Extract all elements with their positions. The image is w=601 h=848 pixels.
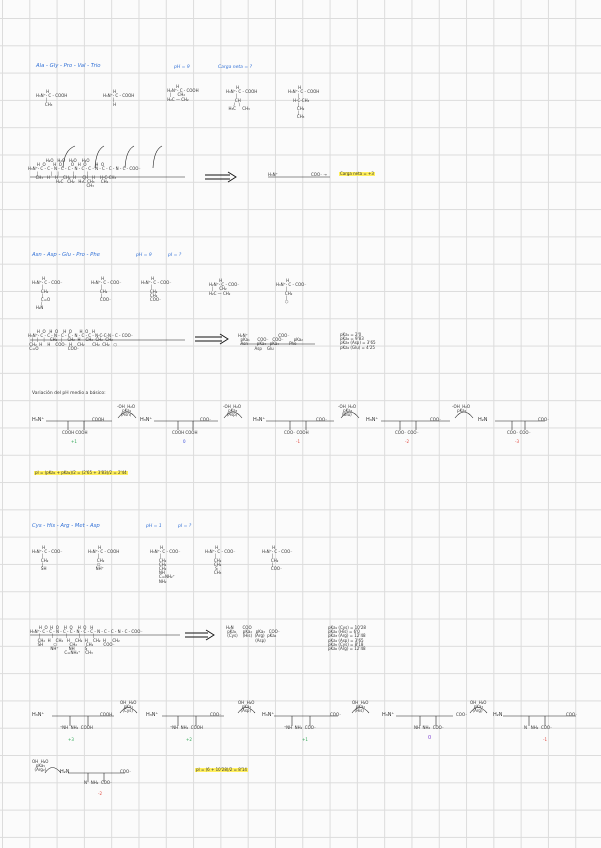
titr3-side6: N NH₂ COO⁻ [84, 780, 113, 785]
structure-asp: H H₃N⁺- C - COO⁻ | CH₂ | COO⁻ [91, 276, 122, 302]
pka-list-2: pKa₁ = 2'0 pKa₂ = 9'83 pKa₃ (Asp) = 3'65 pKa₄ (Glu) = 4'25 [340, 332, 376, 350]
titr2-nterm4: H₃N⁺ [366, 417, 379, 423]
pka-list-3: pKa₁ (Cys) = 10'28 pKa₂ (His) = 6'0 pKa₃ (Arg) = 12'48 pKa₄ (Asp) = 3'65 pKa₅ (Cys) = 8'18 pKa₆ (Arg) = 12'48 [328, 625, 366, 651]
charge2-1: 0 [183, 439, 186, 444]
structure-arg: H H₃N⁺- C - COO⁻ | CH₂ CH₂ CH₂ NH C=NH₂⁺ NH₂ [150, 545, 181, 584]
titr3-seg2: COO⁻ [210, 712, 222, 717]
heading-ph-1: pH = 9 [174, 65, 190, 70]
structure-cys: H H₃N⁺- C - COO⁻ | CH₂ | SH [32, 545, 63, 571]
titr2-nterm3: H₃N⁺ [253, 417, 266, 423]
titr2-seg5: COO⁻ [538, 417, 550, 422]
peptide-chain-3: H O H O H O H O H H₃N⁺- C - C - N - C - C - N - C - C - N - C - C - N - C - COO⁻ | | | | | CH₂ H CH₂ H CH₂ H CH₂ H CH₂ SH ⬠ CH₂ CH₂ COO⁻ NH⁺ NH S C=NH₂⁺ CH₃ [30, 625, 143, 656]
titr2-step2: -OH H₂O pKa₃ (Asp) [223, 404, 242, 418]
titr3-side5: N NH₂ COO⁻ [524, 725, 553, 730]
structure-ile: H H₃N⁺- C - COOH | H-C-CH₃ | CH₂ | CH₃ [288, 85, 320, 120]
titr3-seg5: COO⁻ [566, 712, 578, 717]
titr3-step3: OH H₂O pKa₂ (His) [352, 700, 369, 714]
heading-charge-question: Carga neta = ? [218, 65, 252, 70]
structure-ala: H H₃N⁺- C - COOH | CH₃ [36, 89, 68, 107]
charge3-0: +3 [68, 737, 74, 742]
titr3-nterm3: H₃N⁺ [262, 712, 275, 718]
peptide-chain-2: H O H O H O H O H H₃N⁺- C - C - N - C - C - N - C - C - N-C-C-N - C - COO⁻ | | | CH₂ | CH₂ H CH₂ CH₂ CH₂ CH₂ H H COO⁻ H CH₂ CH₂ CH₂ ⬡ C=O COO⁻ [28, 329, 133, 351]
structure-asp-2: H H₃N⁺- C - COO⁻ | CH₂ | COO⁻ [262, 545, 293, 571]
titr3-nterm4: H₃N⁺ [382, 712, 395, 718]
titr3-seg4: COO⁻ [456, 712, 468, 717]
heading-ph-2: pH = 9 [136, 253, 152, 258]
titr2-step3: -OH H₂O pKa₄ (Glu) [338, 404, 357, 418]
titr2-step4: -OH H₂O pKa₂ [452, 404, 471, 414]
peptide-result-nterm: H₃N⁺ [268, 172, 278, 177]
titr2-nterm2: H₃N⁺ [140, 417, 153, 423]
pi-formula-3: pI = (6 + 10'28)/2 = 8'14 [196, 767, 247, 772]
titr3-side1: ⁺NH NH₂ COOH [60, 725, 93, 730]
titr3-side2: ⁺NH NH₂ COOH [170, 725, 203, 730]
charge3-4: -1 [543, 737, 547, 742]
titr2-side2: COOH COOH [172, 430, 198, 435]
titr3-side4: NH NH₂ COO⁻ [414, 725, 444, 730]
titr2-side4: COO⁻ COO⁻ [395, 430, 419, 435]
titr3-nterm2: H₃N⁺ [146, 712, 159, 718]
variation-title: Variación del pH medio a básico: [32, 391, 106, 396]
titr3-nterm: H₃N⁺ [32, 712, 45, 718]
charge3-1: +2 [186, 737, 192, 742]
titr2-side1: COOH COOH [62, 430, 88, 435]
titr2-side5: COO⁻ COO⁻ [507, 430, 531, 435]
charge3-extra: -2 [98, 791, 102, 796]
titr3-step4: OH H₂O pKa₃ (Arg) [470, 700, 487, 714]
titr2-seg3: COO⁻ [316, 417, 328, 422]
titr3-step5: OH H₂O pKa₅ (Arg₂) [32, 759, 49, 773]
heading-pi-2: pI = ? [168, 253, 182, 258]
peptide-chain-1: H₂O H₂O H₂O H₂O H O H O O H O H O H₃N⁺- C - C - N - C - C - N - C - C - N - C - C - N - C - COO⁻ | | | | | CH₃ H H CH₂ H CH H H-C-CH₃ H₂C CH₂ H₃C CH₃ CH₂ CH₃ [28, 158, 141, 189]
structure-glu: H H₃N⁺- C - COO⁻ | CH₂ CH₂ COO⁻ [141, 276, 172, 302]
heading-peptide-2: Asn - Asp - Glu - Pro - Phe [32, 252, 100, 258]
titr3-seg6: COO⁻ [120, 769, 132, 774]
structure-gly: H H₃N⁺- C - COOH | H [103, 89, 135, 107]
titr2-seg1: COOH [92, 417, 105, 422]
charge3-3: 0 [428, 735, 432, 741]
charge-result-1: Carga neta = +3 [340, 171, 374, 176]
charge3-2: +1 [302, 737, 308, 742]
titr2-seg4: COO⁻ [430, 417, 442, 422]
titr3-nterm5: H₂N [493, 712, 503, 718]
pi-formula-2: pI = (pKa₁ + pKa₂)/2 = (2'65 + 3'83)/2 = 2'44 [35, 470, 127, 475]
structure-pro: H H₂N⁺- C - COOH | CH₂ H₂C — CH₂ [167, 84, 199, 102]
titr2-side3: COO⁻ COOH [284, 430, 309, 435]
structure-his: H H₃N⁺- C - COOH | CH₂ ⬠ NH⁺ [88, 545, 120, 571]
titr3-seg1: COOH [100, 712, 113, 717]
titr2-seg2: COO⁻ [200, 417, 212, 422]
titr2-nterm5: H₂N [478, 417, 488, 423]
titr3-seg3: COO⁻ [330, 712, 342, 717]
charge2-0: +1 [71, 439, 77, 444]
peptide-2-result: H₂N⁺ COO⁻ pKa₁ COO⁻ COO⁻ pKa₂ Asn pKa₃ pKa₄ Phe Asp Glu [238, 333, 303, 351]
titr3-side3: ⁺NH NH₂ COO⁻ [284, 725, 317, 730]
structure-pro-2: H H₂N⁺- C - COO⁻ | CH₂ H₂C — CH₂ [209, 278, 240, 296]
heading-peptide-3: Cys - His - Arg - Met - Asp [32, 523, 100, 529]
peptide-3-result: H₂N COO pKa₁ pKa₂ pKa₃ COO⁻ (Cys) (His) (Arg) pKa₄ (Asp) [226, 625, 280, 643]
charge2-2: -1 [296, 439, 300, 444]
heading-ph-3: pH = 1 [146, 524, 162, 529]
heading-peptide-1: Ala - Gly - Pro - Val - Trio [36, 63, 101, 69]
titr3-step2: OH H₂O pKa₄ (Asp) [238, 700, 255, 714]
charge2-3: -2 [405, 439, 409, 444]
titr3-step1: OH H₂O pKa₁ (Cys) [120, 700, 137, 714]
charge2-4: -3 [515, 439, 519, 444]
structure-met: H H₃N⁺- C - COO⁻ | CH₂ CH₂ S CH₃ [205, 545, 236, 576]
structure-val: H H₃N⁺- C - COOH | CH / \ H₃C CH₃ [226, 85, 258, 111]
structure-phe: H H₃N⁺- C - COO⁻ | CH₂ | ⬡ [276, 278, 307, 304]
heading-pi-3: pI = ? [178, 524, 192, 529]
titr2-nterm: H₃N⁺ [32, 417, 45, 423]
peptide-result-cterm: COO⁻ → [311, 172, 327, 177]
titr2-step1: -OH H₂O pKa₁ (Asn) [117, 404, 136, 418]
titr3-nterm6: H₂N [60, 769, 70, 775]
structure-asn: H H₃N⁺- C - COO⁻ | CH₂ | C=O / H₂N [32, 276, 63, 311]
